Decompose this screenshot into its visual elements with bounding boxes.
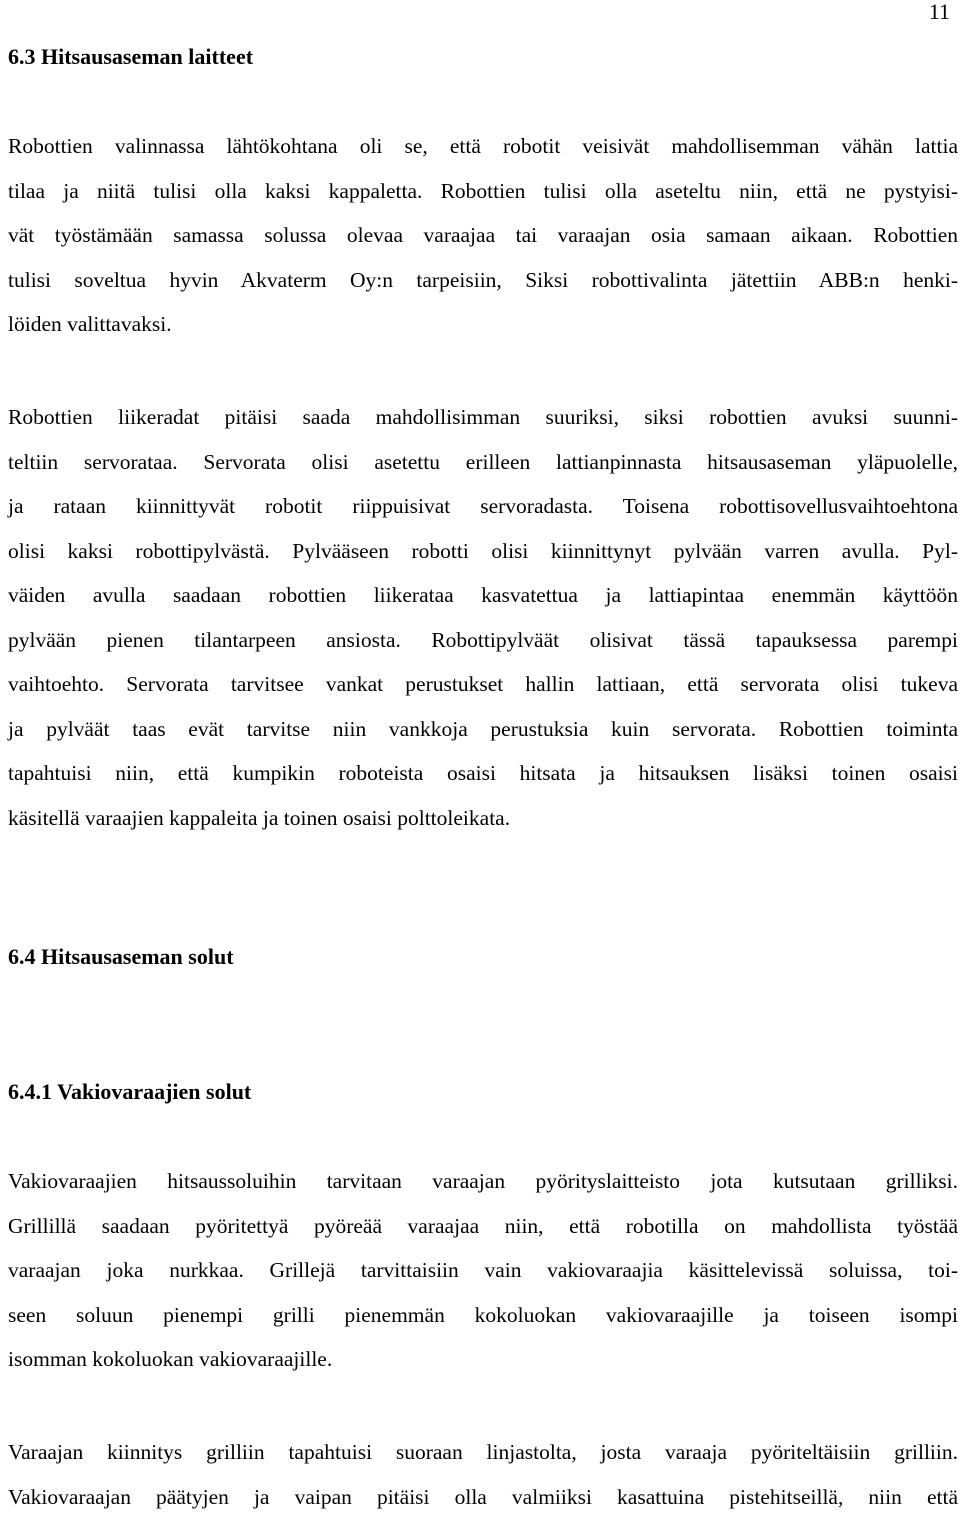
paragraph-robot-motion [8,395,958,840]
paragraph-tank-mounting [8,1430,958,1519]
text-line: löiden valittavaksi. [8,302,958,347]
text-line: olisi kaksi robottipylvästä. Pylvääseen robotti olisi kiinnittynyt pylvään varren avulla. Pyl- [8,529,958,574]
text-line: tilaa ja niitä tulisi olla kaksi kappaletta. Robottien tulisi olla aseteltu niin, että ne pystyisi- [8,169,958,214]
text-line: Vakiovaraajan päätyjen ja vaipan pitäisi olla valmiiksi kasattuina pistehitseillä, niin että [8,1475,958,1519]
text-line: käsitellä varaajien kappaleita ja toinen osaisi polttoleikata. [8,796,958,841]
section-heading-6-4: 6.4 Hitsausaseman solut [8,944,234,970]
text-line: tapahtuisi niin, että kumpikin roboteista osaisi hitsata ja hitsauksen lisäksi toinen osaisi [8,751,958,796]
text-line: pylvään pienen tilantarpeen ansiosta. Robottipylväät olisivat tässä tapauksessa parempi [8,618,958,663]
text-line: seen soluun pienempi grilli pienemmän kokoluokan vakiovaraajille ja toiseen isompi [8,1293,958,1338]
page-number: 11 [929,0,950,24]
text-line: vaihtoehto. Servorata tarvitsee vankat perustukset hallin lattiaan, että servorata olisi tukeva [8,662,958,707]
text-line: väiden avulla saadaan robottien liikeratаa kasvatettua ja lattiapintaa enemmän käyttöön [8,573,958,618]
section-heading-6-4-1: 6.4.1 Vakiovaraajien solut [8,1079,251,1105]
paragraph-robot-selection [8,124,958,347]
text-line: Vakiovaraajien hitsaussoluihin tarvitaan varaajan pyörityslaitteisto jota kutsutaan grilliksi. [8,1159,958,1204]
text-line: Grillillä saadaan pyöritettyä pyöreää varaajaa niin, että robotilla on mahdollista työstää [8,1204,958,1249]
text-line: isomman kokoluokan vakiovaraajille. [8,1337,958,1382]
text-line: teltiin servoratаa. Servorata olisi asetettu erilleen lattianpinnasta hitsausaseman yläpuolelle, [8,440,958,485]
section-heading-6-3: 6.3 Hitsausaseman laitteet [8,44,253,70]
text-line: Robottien valinnassa lähtökohtana oli se, että robotit veisivät mahdollisemman vähän lattia [8,124,958,169]
text-line: Robottien liikeradat pitäisi saada mahdollisimman suuriksi, siksi robottien avuksi suunni- [8,395,958,440]
text-line: varaajan joka nurkkaa. Grillejä tarvittaisiin vain vakiovaraajia käsittelevissä soluissa, toi- [8,1248,958,1293]
text-line: ja pylväät taas evät tarvitse niin vankkoja perustuksia kuin servorata. Robottien toiminta [8,707,958,752]
text-line: Varaajan kiinnitys grilliin tapahtuisi suoraan linjastolta, josta varaaja pyöriteltäisiin grilliin. [8,1430,958,1475]
text-line: tulisi soveltua hyvin Akvaterm Oy:n tarpeisiin, Siksi robottivalinta jätettiin ABB:n henki- [8,258,958,303]
text-line: vät työstämään samassa solussa olevaa varaajaa tai varaajan osia samaan aikaan. Robottien [8,213,958,258]
paragraph-standard-tank-cells [8,1159,958,1382]
text-line: ja rataan kiinnittyvät robotit riippuisivat servoradasta. Toisena robottisovellusvaihtoehtona [8,484,958,529]
